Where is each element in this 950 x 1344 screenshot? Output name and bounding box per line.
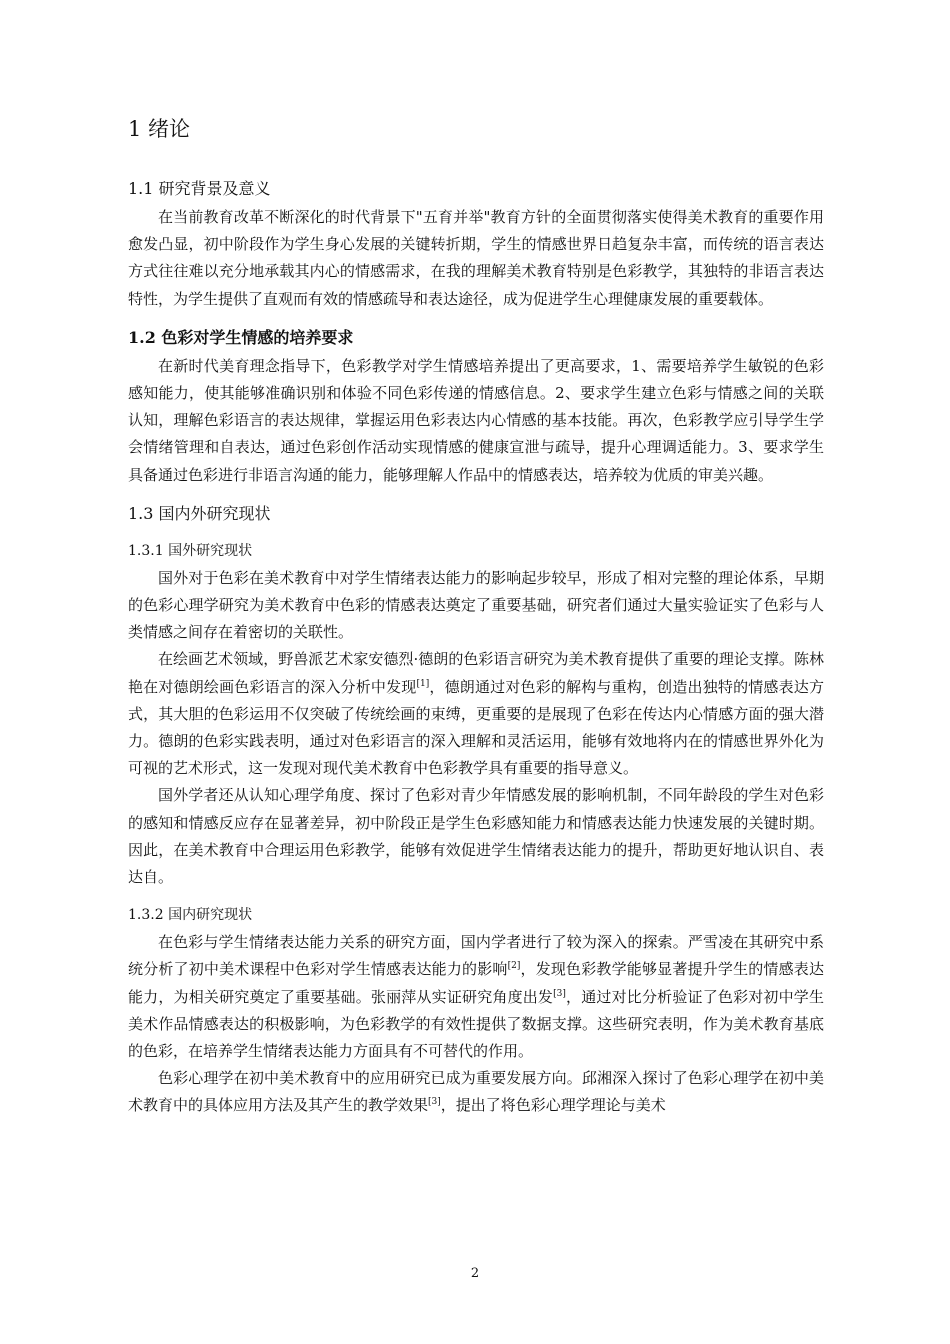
paragraph: 国外学者还从认知心理学角度、探讨了色彩对青少年情感发展的影响机制，不同年龄段的学生对色彩的感知和情感反应存在显著差异，初中阶段正是学生色彩感知能力和情感表达能力快速发展的关键时期。因此，在美术教育中合理运用色彩教学，能够有效促进学生情绪表达能力的提升，帮助更好地认识自、表达自。 [128,786,824,887]
citation-ref: [2] [507,961,521,972]
section-heading-1-3: 1.3 国内外研究现状 [128,503,271,523]
text-run: 在绘画艺术领域，野兽派艺术家安德烈·德朗的色彩语言研究为美术教育提供了重要的理论支撑。陈林艳在对德朗绘画色彩语言的深入分析中发现 [128,650,824,696]
text-run: ，提出了将色彩心理学理论与美术 [440,1096,666,1115]
paragraph: 国外对于色彩在美术教育中对学生情绪表达能力的影响起步较早，形成了相对完整的理论体系，早期的色彩心理学研究为美术教育中色彩的情感表达奠定了重要基础，研究者们通过大量实验证实了色彩与人类情感之间存在着密切的关联性。 [128,568,824,642]
page-content [128,112,824,1120]
subsection-heading-1-3-1: 1.3.1 国外研究现状 [128,542,253,559]
citation-ref: [1] [416,678,430,689]
paragraph: 在新时代美育理念指导下，色彩教学对学生情感培养提出了更高要求，1、需要培养学生敏锐的色彩感知能力，使其能够准确识别和体验不同色彩传递的情感信息。2、要求学生建立色彩与情感之间的关联认知，理解色彩语言的表达规律，掌握运用色彩表达内心情感的基本技能。再次，色彩教学应引导学生学会情绪管理和自表达，通过色彩创作活动实现情感的健康宣泄与疏导，提升心理调适能力。3、要求学生具备通过色彩进行非语言沟通的能力，能够理解人作品中的情感表达，培养较为优质的审美兴趣。 [128,356,824,484]
text-run: ，通过对比分析验证了色彩对初中学生美术作品情感表达的积极影响，为色彩教学的有效性提供了数据支撑。这些研究表明，作为美术教育基底的色彩，在培养学生情绪表达能力方面具有不可替代的作用。 [128,987,824,1061]
paragraph: 在当前教育改革不断深化的时代背景下"五育并举"教育方针的全面贯彻落实使得美术教育的重要作用愈发凸显，初中阶段作为学生身心发展的关键转折期，学生的情感世界日趋复杂丰富，而传统的语言表达方式往往难以充分地承载其内心的情感需求，在我的理解美术教育特别是色彩教学，其独特的非语言表达特性，为学生提供了直观而有效的情感疏导和表达途径，成为促进学生心理健康发展的重要载体。 [128,208,824,308]
section-heading-1-2: 1.2 色彩对学生情感的培养要求 [128,327,354,347]
text-run: ，德朗通过对色彩的解构与重构，创造出独特的情感表达方式，其大胆的色彩运用不仅突破了传统绘画的束缚，更重要的是展现了色彩在传达内心情感方面的强大潜力。德朗的色彩实践表明，通过对色彩语言的深入理解和灵活运用，能够有效地将内在的情感世界外化为可视的艺术形式，这一发现对现代美术教育中色彩教学具有重要的指导意义。 [128,677,824,778]
citation-ref: [3] [553,988,566,999]
paragraph [128,646,824,782]
paragraph [128,1065,824,1119]
text-run: ，发现色彩教学能够显著提升学生的情感表达能力，为相关研究奠定了重要基础。张丽萍从实证研究角度出发 [128,960,824,1006]
subsection-heading-1-3-2: 1.3.2 国内研究现状 [128,907,253,924]
section-heading-1-1: 1.1 研究背景及意义 [128,179,271,198]
citation-ref: [3] [428,1097,441,1108]
page-number: 2 [470,1266,480,1281]
text-run: 在色彩与学生情绪表达能力关系的研究方面，国内学者进行了较为深入的探索。严雪凌在其研究中系统分析了初中美术课程中色彩对学生情感表达能力的影响 [128,933,824,979]
chapter-title: 1 绪论 [128,117,191,141]
text-run: 色彩心理学在初中美术教育中的应用研究已成为重要发展方向。邱湘深入探讨了色彩心理学在初中美术教育中的具体应用方法及其产生的教学效果 [128,1069,824,1115]
paragraph [128,929,824,1065]
